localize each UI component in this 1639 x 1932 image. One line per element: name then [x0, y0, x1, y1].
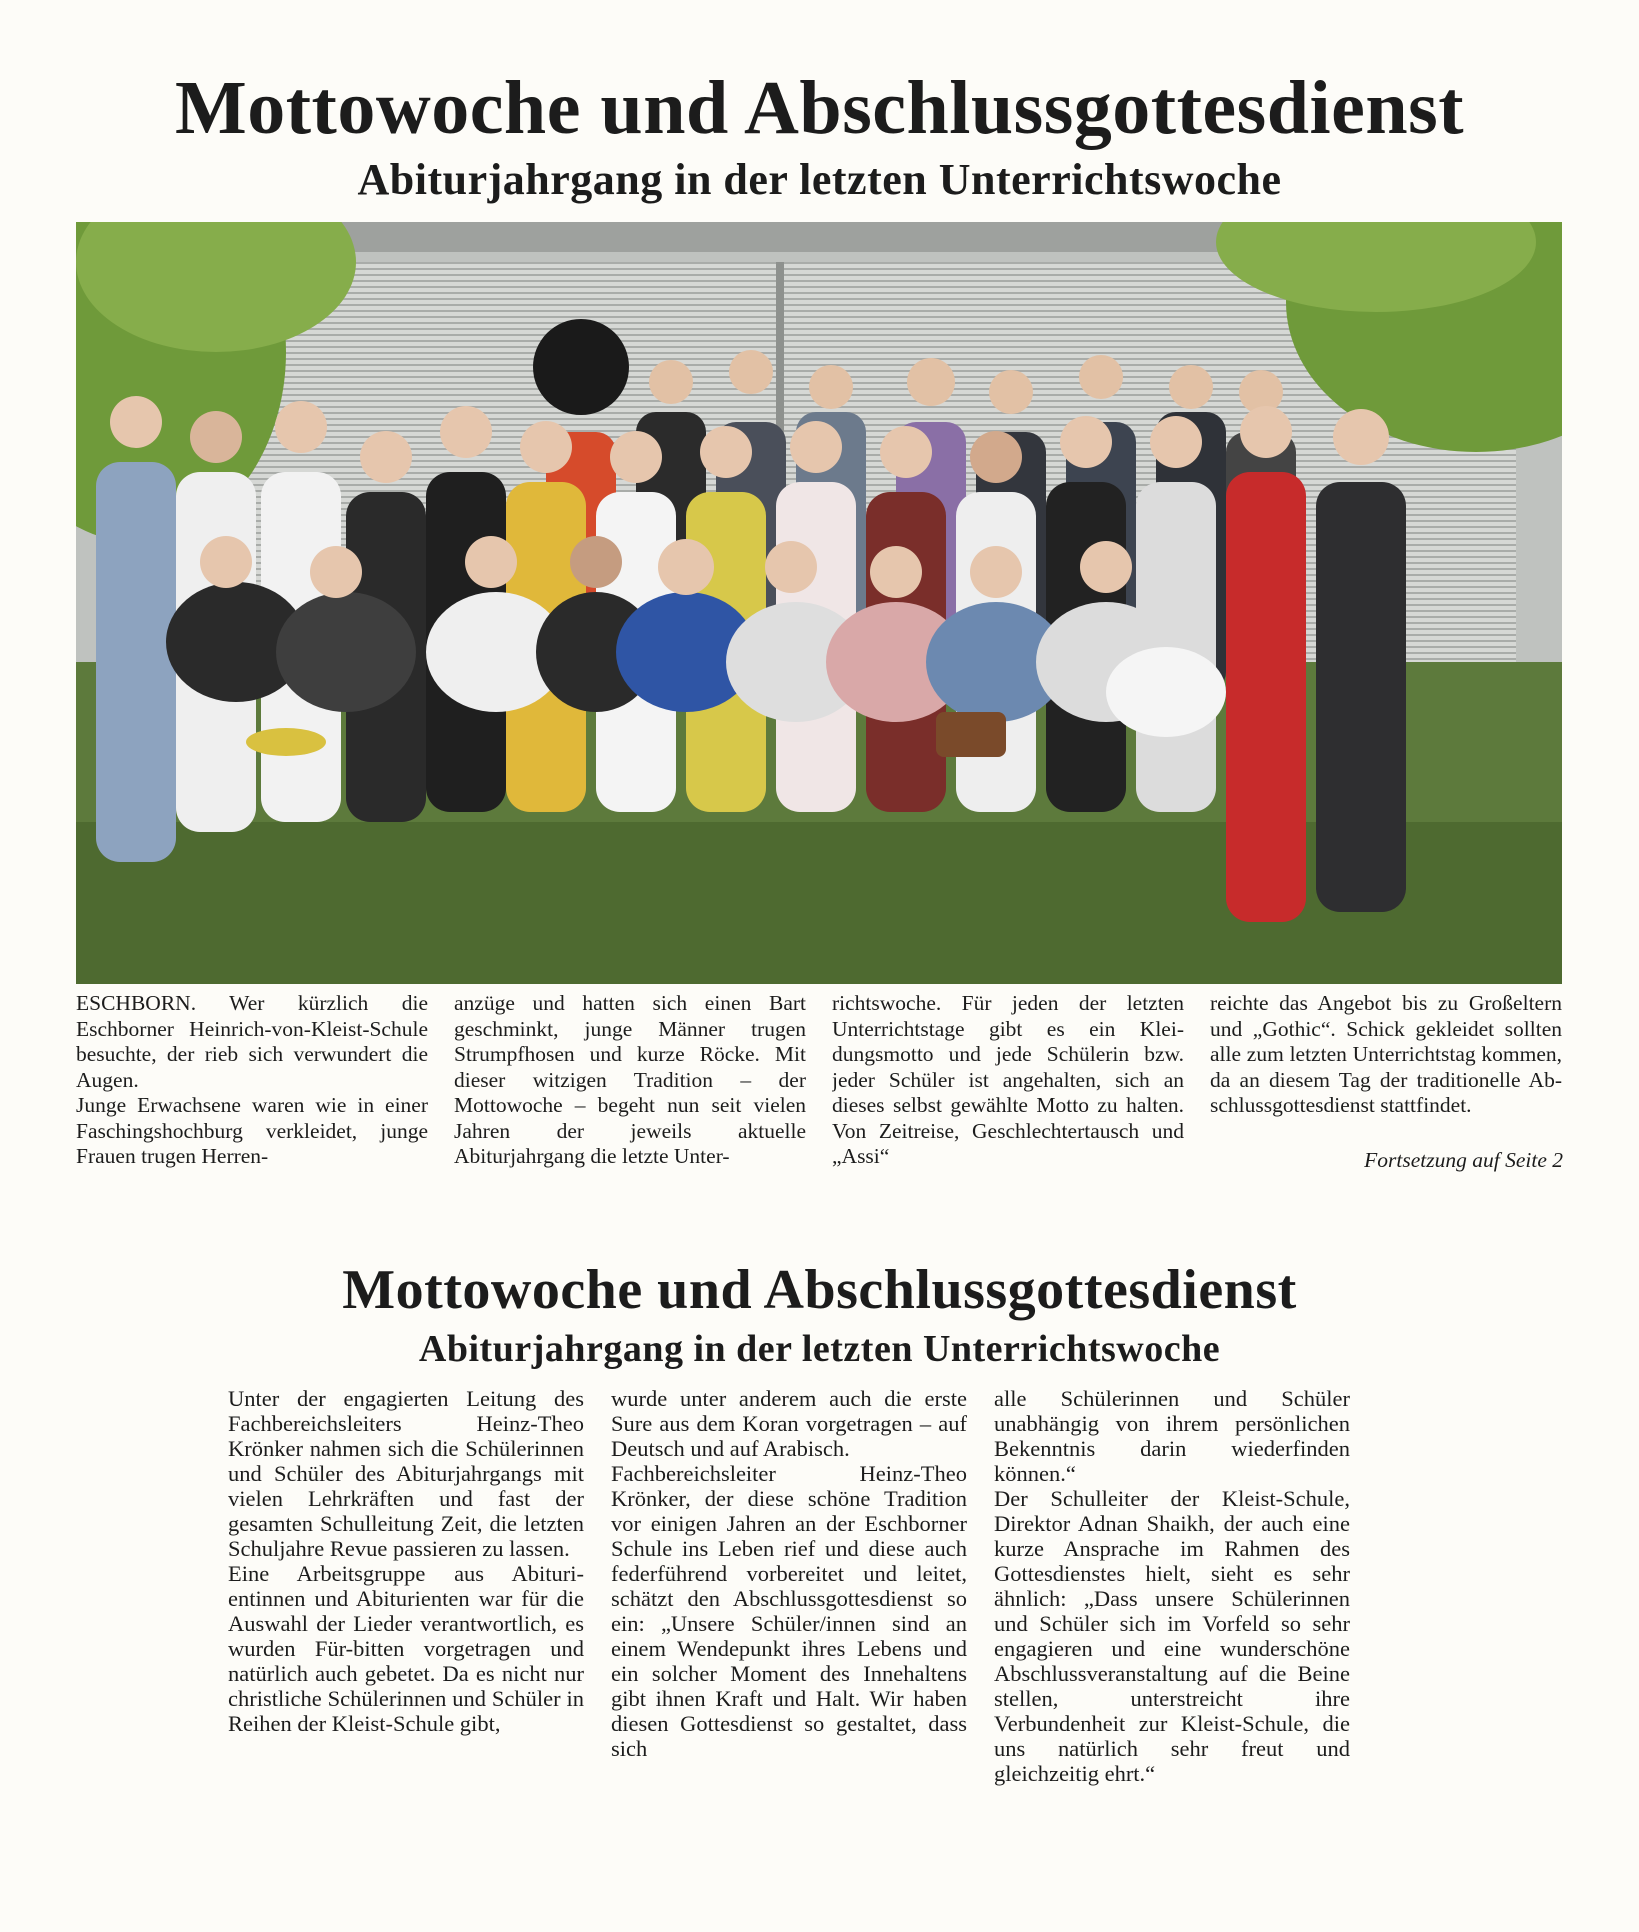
article1-column: reichte das Angebot bis zu Großeltern und „Gothic“. Schick gekleidet sollten alle zum letzten Unterrichtstag kommen, da an diesem Tag der traditionelle Abschlussgottesdienst stattfindet. — [1210, 991, 1562, 1117]
article1-column: anzüge und hatten sich einen Bart geschminkt, junge Männer trugen Strumpfhosen und kurze Röcke. Mit dieser witzigen Tradition – der Mottowoche – begeht nun seit vielen Jahren der jeweils aktuelle Abiturjahrgang die letzte Unter- — [454, 991, 806, 1168]
article1-title: Mottowoche und Abschlussgottesdienst — [174, 66, 1465, 150]
article1-column: richtswoche. Für jeden der letzten Unterrichtstage gibt es ein Kleidungsmotto und jede Schülerin bzw. jeder Schüler ist angehalten, sich an dieses selbst gewählte Motto zu halten. Von Zeitreise, Geschlechtertausch und „Assi“ — [832, 991, 1184, 1168]
article2-subtitle: Abiturjahrgang in der letzten Unterrichtswoche — [418, 1328, 1221, 1370]
article1-body — [76, 991, 1562, 1169]
article2-column: Unter der engagierten Leitung des Fachbereichsleiters Heinz-Theo Krönker nahmen sich die Schülerinnen und Schüler des Abiturjahrgangs mit vielen Lehrkräften und fast der gesamten Schulleitung Zeit, die letzten Schuljahre Revue passieren zu lassen. Eine Arbeitsgruppe aus Abiturientinnen und Abiturienten war für die Auswahl der Lieder verantwortlich, es wurden Für-bitten vorgetragen und natürlich auch gebetet. Da es nicht nur christliche Schülerinnen und Schüler in Reihen der Kleist-Schule gibt, — [228, 1386, 584, 1736]
article2-body — [228, 1386, 1350, 1901]
article2-column: wurde unter anderem auch die erste Sure aus dem Koran vorgetragen – auf Deutsch und auf Arabisch. Fachbereichsleiter Heinz-Theo Krönker, der diese schöne Tradition vor einigen Jahren an der Eschborner Schule ins Leben rief und diese auch federführend vorbereitet und leitet, schätzt den Abschlussgottesdienst so ein: „Unsere Schüler/innen sind an einem Wendepunkt ihres Lebens und ein solcher Moment des Innehaltens gibt ihnen Kraft und Halt. Wir haben diesen Gottesdienst so gestaltet, dass sich — [611, 1386, 967, 1761]
group-photo — [76, 222, 1562, 984]
article1-column: ESCHBORN. Wer kürzlich die Eschborner Heinrich-von-Kleist-Schule besuchte, der rieb sich verwundert die Augen. Junge Erwachsene waren wie in einer Faschingshochburg verkleidet, junge Frauen trugen Herren- — [76, 991, 428, 1168]
article1-subtitle: Abiturjahrgang in der letzten Unterrichtswoche — [357, 155, 1282, 204]
continuation-note: Fortsetzung auf Seite 2 — [1364, 1148, 1563, 1172]
article2-title: Mottowoche und Abschlussgottesdienst — [342, 1259, 1297, 1321]
article2-column: alle Schülerinnen und Schüler unabhängig von ihrem persönlichen Bekenntnis darin wiederfinden können.“ Der Schulleiter der Kleist-Schule, Direktor Adnan Shaikh, der auch eine kurze Ansprache im Rahmen des Gottesdienstes hielt, sieht es sehr ähnlich: „Dass unsere Schülerinnen und Schüler sich im Vorfeld so sehr engagieren und eine wunderschöne Abschlussveranstaltung auf die Beine stellen, unterstreicht ihre Verbundenheit zur Kleist-Schule, die uns natürlich sehr freut und gleichzeitig ehrt.“ — [994, 1386, 1350, 1786]
